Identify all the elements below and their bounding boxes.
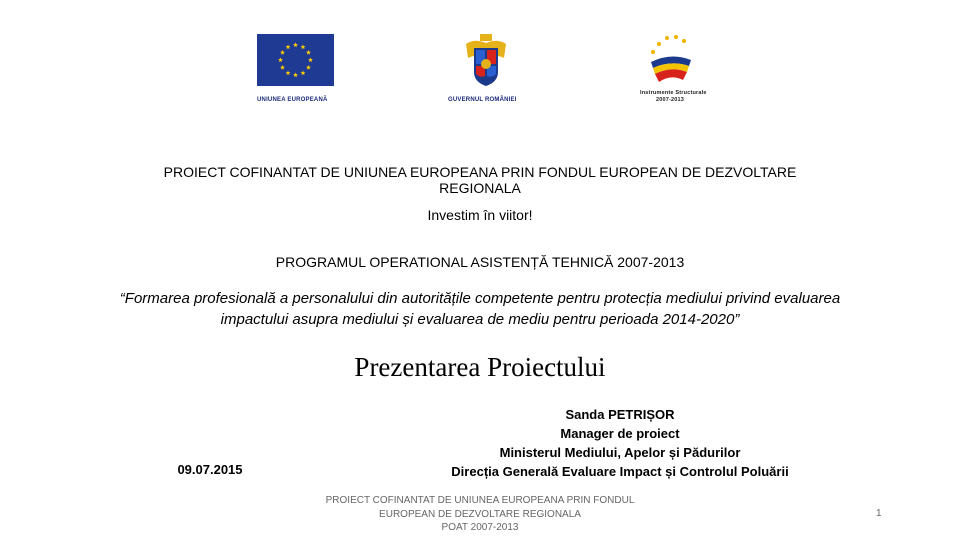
- eu-star-icon: [286, 70, 291, 75]
- eu-star-icon: [293, 72, 298, 77]
- eu-stars-icon: [257, 34, 334, 86]
- footer-text: [320, 494, 640, 535]
- slogan: Investim în viitor!: [427, 207, 533, 223]
- eu-star-icon: [280, 50, 285, 55]
- project-quote: “Formarea profesională a personalului din autoritățile competente pentru protecția mediului privind evaluarea impactului asupra mediului și evaluarea de mediu pentru perioada 2014-2020”: [119, 290, 841, 328]
- eu-logo-caption: UNIUNEA EUROPEANĂ: [257, 97, 328, 103]
- footer-line3: POAT 2007-2013: [441, 522, 519, 533]
- footer-line1: PROIECT COFINANTAT DE UNIUNEA EUROPEANA PRIN FONDUL: [325, 495, 635, 506]
- presenter-role: Manager de proiect: [560, 426, 680, 441]
- program-name: PROGRAMUL OPERATIONAL ASISTENȚĂ TEHNICĂ 2007-2013: [275, 254, 685, 270]
- romania-coat-of-arms-logo: [462, 34, 510, 90]
- eu-star-icon: [278, 57, 283, 62]
- eu-star-icon: [306, 50, 311, 55]
- presenter-ministry: Ministerul Mediului, Apelor și Pădurilor: [499, 445, 741, 460]
- coat-of-arms-icon: [462, 34, 510, 90]
- page-number: 1: [876, 508, 882, 519]
- structural-instruments-icon: [645, 30, 697, 88]
- eu-star-icon: [301, 44, 306, 49]
- eu-star-icon: [293, 42, 298, 47]
- eu-star-icon: [286, 44, 291, 49]
- project-title: PROIECT COFINANTAT DE UNIUNEA EUROPEANA PRIN FONDUL EUROPEAN DE DEZVOLTARE REGIONALA: [163, 164, 797, 196]
- eu-star-icon: [280, 65, 285, 70]
- is-caption-line1: Instrumente Structurale: [640, 90, 707, 96]
- footer-line2: EUROPEAN DE DEZVOLTARE REGIONALA: [379, 508, 581, 520]
- presentation-heading: Prezentarea Proiectului: [354, 352, 606, 382]
- gov-logo-caption: GUVERNUL ROMÂNIEI: [448, 97, 517, 103]
- is-caption-line2: 2007-2013: [655, 97, 685, 103]
- presenter-name: Sanda PETRIȘOR: [565, 407, 675, 422]
- presentation-date: 09.07.2015: [177, 462, 243, 477]
- instrumente-structurale-logo: [645, 30, 697, 88]
- presenter-directorate: Direcția Generală Evaluare Impact și Controlul Poluării: [451, 464, 789, 479]
- eu-star-icon: [301, 70, 306, 75]
- eu-star-icon: [306, 65, 311, 70]
- eu-star-icon: [308, 57, 313, 62]
- presenter-block: [400, 405, 840, 481]
- is-logo-caption: [640, 90, 707, 104]
- eu-flag-logo: [257, 34, 334, 86]
